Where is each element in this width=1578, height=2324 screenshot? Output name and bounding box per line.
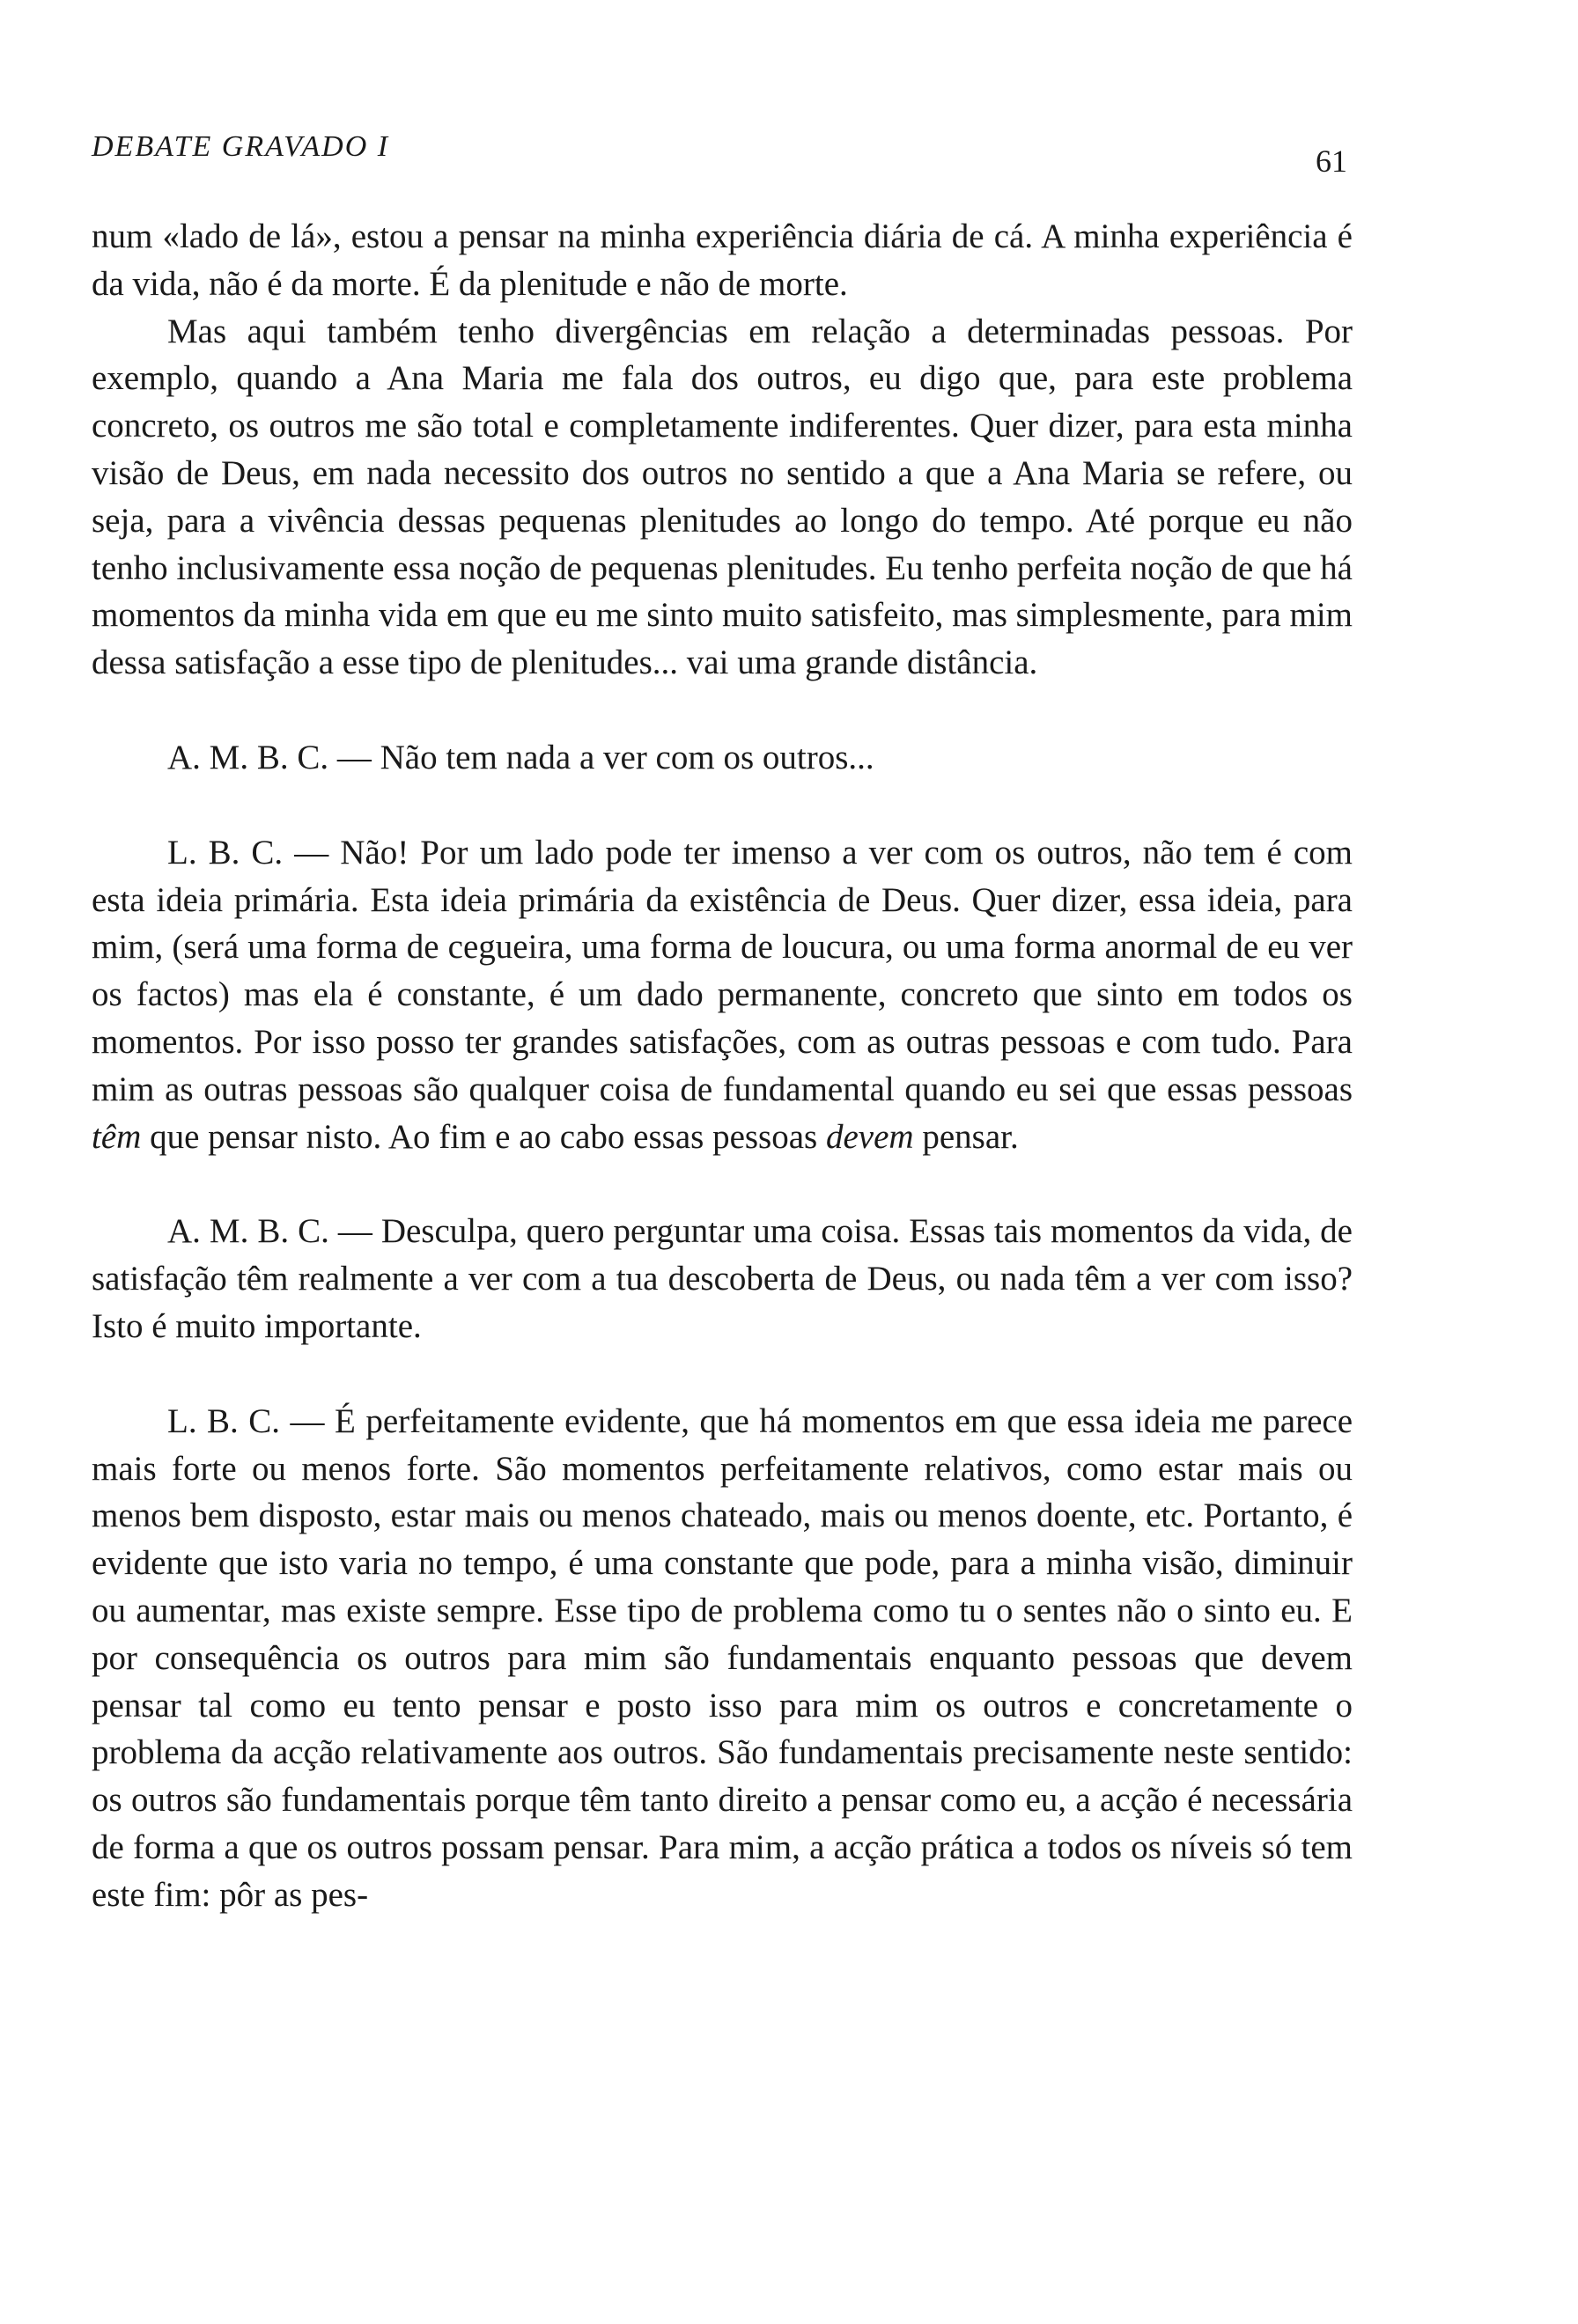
- emphasis-text: têm: [92, 1117, 142, 1156]
- page-number: 61: [1316, 143, 1347, 179]
- paragraph: [92, 308, 1353, 687]
- speaker-label: L. B. C.: [167, 833, 284, 872]
- paragraph-text: Mas aqui também tenho divergências em relação a determinadas pessoas. Por exemplo, quando a Ana Maria me fala dos outros, eu digo que, para este problema concreto, os outros me são total e completamente indiferentes. Quer dizer, para esta minha visão de Deus, em nada necessito dos outros no sentido a que a Ana Maria se refere, ou seja, para a vivência dessas pequenas plenitudes ao longo do tempo. Até porque eu não tenho inclusivamente essa noção de pequenas plenitudes. Eu tenho perfeita noção de que há momentos da minha vida em que eu me sinto muito satisfeito, mas simplesmente, para mim dessa satisfação a esse tipo de plenitudes... vai uma grande distância.: [92, 312, 1353, 682]
- paragraph-text: num «lado de lá», estou a pensar na minha experiência diária de cá. A minha experiência é da vida, não é da morte. É da plenitude e não de morte.: [92, 217, 1353, 303]
- speaker-label: L. B. C.: [167, 1401, 281, 1440]
- body-text: [92, 213, 1353, 1919]
- dialogue-paragraph: [92, 829, 1353, 1161]
- speaker-label: A. M. B. C.: [167, 738, 329, 776]
- dialogue-paragraph: [92, 734, 1353, 782]
- dialogue-text: que pensar nisto. Ao fim e ao cabo essas pessoas: [150, 1117, 818, 1156]
- dialogue-text: — Desculpa, quero perguntar uma coisa. Essas tais momentos da vida, de satisfação têm realmente a ver com a tua descoberta de Deus, ou nada têm a ver com isso? Isto é muito importante.: [92, 1212, 1353, 1345]
- dialogue-text: — Não tem nada a ver com os outros...: [336, 738, 874, 776]
- paragraph-continuation: [92, 213, 1353, 308]
- dialogue-text: — É perfeitamente evidente, que há momentos em que essa ideia me parece mais forte ou menos forte. São momentos perfeitamente relativos, como estar mais ou menos bem disposto, estar mais ou menos chateado, mais ou menos doente, etc. Portanto, é evidente que isto varia no tempo, é uma constante que pode, para a minha visão, diminuir ou aumentar, mas existe sempre. Esse tipo de problema como tu o sentes não o sinto eu. E por consequência os outros para mim são fundamentais enquanto pessoas que devem pensar tal como eu tento pensar e posto isso para mim os outros e concretamente o problema da acção relativamente aos outros. São fundamentais precisamente neste sentido: os outros são fundamentais porque têm tanto direito a pensar como eu, a acção é necessária de forma a que os outros possam pensar. Para mim, a acção prática a todos os níveis só tem este fim: pôr as pes-: [92, 1401, 1353, 1914]
- dialogue-text: pensar.: [922, 1117, 1019, 1156]
- dialogue-text: — Não! Por um lado pode ter imenso a ver com os outros, não tem é com esta ideia primária. Esta ideia primária da existência de Deus. Quer dizer, essa ideia, para mim, (será uma forma de cegueira, uma forma de loucura, ou uma forma anormal de eu ver os factos) mas ela é constante, é um dado permanente, concreto que sinto em todos os momentos. Por isso posso ter grandes satisfações, com as outras pessoas e com tudo. Para mim as outras pessoas são qualquer coisa de fundamental quando eu sei que essas pessoas: [92, 833, 1353, 1108]
- emphasis-text: devem: [825, 1117, 914, 1156]
- running-head: DEBATE GRAVADO I: [92, 130, 390, 163]
- dialogue-paragraph: [92, 1208, 1353, 1350]
- dialogue-paragraph: [92, 1398, 1353, 1919]
- speaker-label: A. M. B. C.: [167, 1212, 329, 1251]
